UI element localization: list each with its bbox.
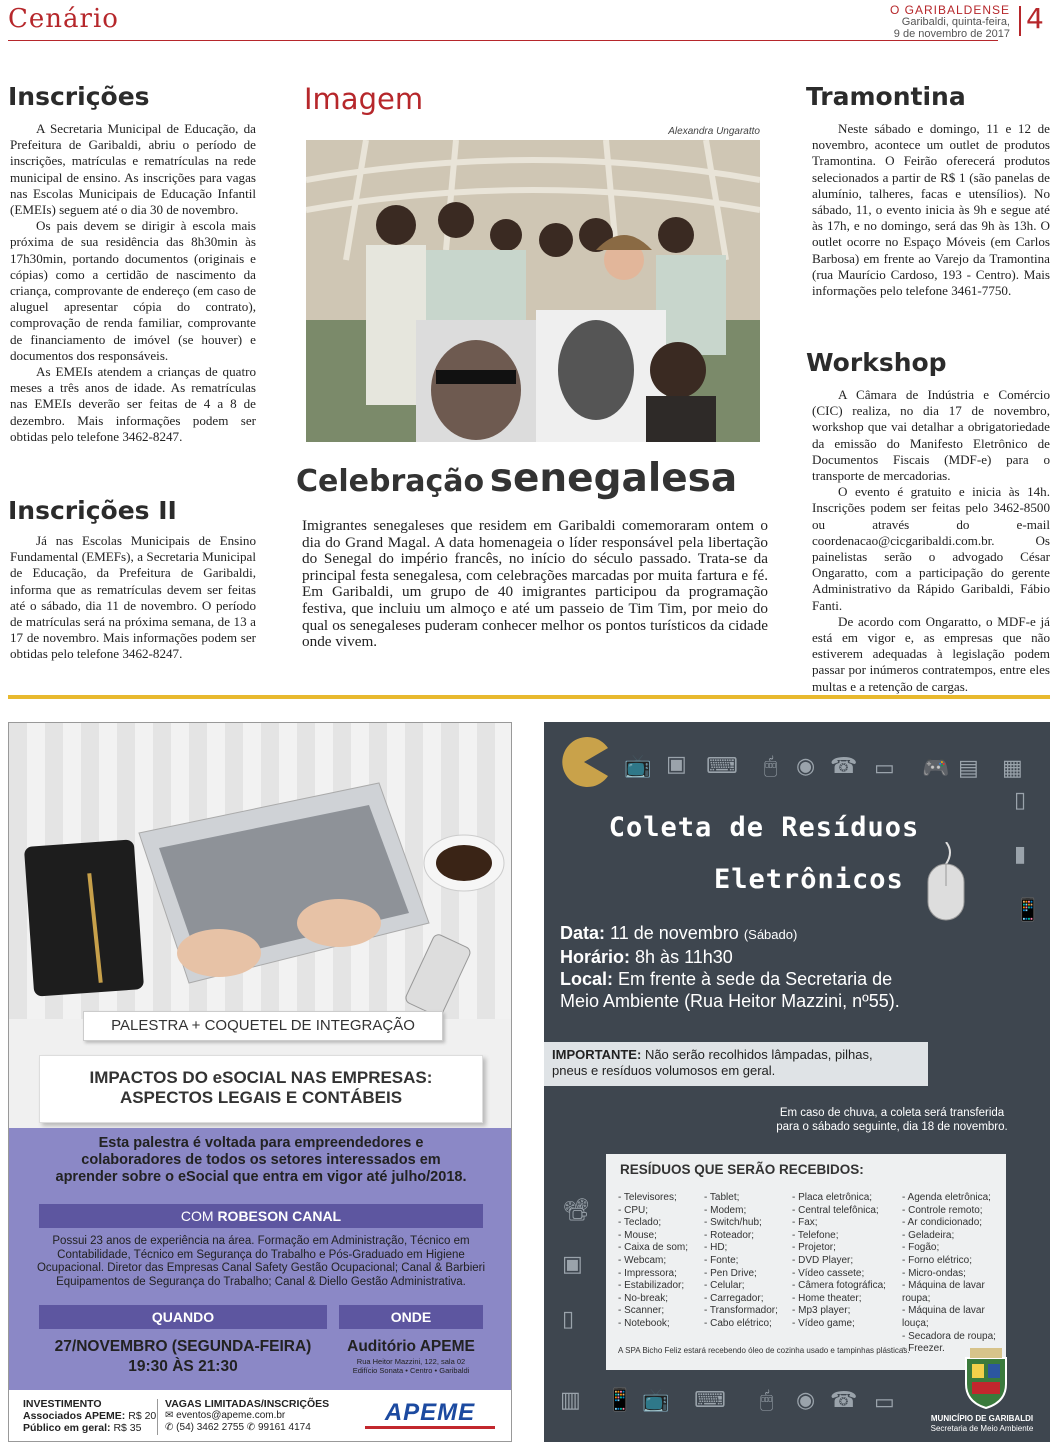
apeme-advertisement: [8, 722, 512, 1442]
price-members-label: Associados APEME:: [23, 1410, 126, 1422]
date-label: Data:: [560, 923, 606, 943]
waste-list-item: - Teclado;: [618, 1217, 662, 1229]
gamepad-icon: 🎮: [922, 756, 950, 781]
waste-list-item: - Home theater;: [792, 1292, 862, 1304]
kicker-imagem: Imagem: [304, 82, 424, 116]
telephone-icon: ☎: [830, 754, 858, 779]
important-text: Não serão recolhidos lâmpadas, pilhas,: [644, 1047, 873, 1062]
event-time-row: [560, 946, 1000, 968]
speaker-bar: [39, 1204, 483, 1228]
venue-address: Rua Heitor Mazzini, 122, sala 02: [356, 1357, 466, 1366]
speaker-bio-line: Ocupacional. Diretor das Empresas Canal Safety Gestão Ocupacional; Canal & Barbieri: [36, 1262, 486, 1274]
pacman-icon: [558, 736, 610, 788]
section-divider: [8, 695, 1050, 699]
air-conditioner-icon: ▭: [874, 1390, 895, 1415]
rain-notice-line: Em caso de chuva, a coleta será transferida: [779, 1107, 1005, 1119]
headline-part-2: senegalesa: [489, 456, 738, 501]
location-label: Local:: [560, 969, 614, 989]
waste-list-column-2: [704, 1192, 778, 1331]
price-public-label: Público em geral:: [23, 1422, 111, 1434]
waste-list-item: - Pen Drive;: [704, 1267, 757, 1279]
paragraph: Os pais devem se dirigir à escola mais próxima de sua residência das 8h30min às 17h30min, portando documentos (originais e cópias) como a certidão de nascimento da criança, comprovante de endereço (em caso de aluguel apresentar cópia do contrato), comprovação de renda familiar, comprovante de financiamento de imóvel (se houver) e documentos dos responsáveis.: [10, 218, 256, 363]
waste-list-item: - Caixa de som;: [618, 1242, 689, 1254]
garibaldi-coat-of-arms: [958, 1348, 1014, 1410]
laptop-photo: [9, 723, 512, 1023]
event-intro-line: Esta palestra é voltada para empreendedores e: [98, 1135, 424, 1151]
section-title: Cenário: [8, 4, 119, 34]
waste-list-item: - Telefone;: [792, 1229, 839, 1241]
important-text-2: pneus e resíduos volumosos em geral.: [552, 1063, 776, 1078]
waste-list-item: - Máquina de lavar louça;: [902, 1305, 985, 1329]
municipality-label: MUNICÍPIO DE GARIBALDI: [930, 1414, 1034, 1423]
keyboard-icon: ⌨: [706, 754, 738, 779]
paragraph: De acordo com Ongaratto, o MDF-e já está em vigor e, as empresas que não estiverem adequadas à legislação podem passar por inúmeros contratempos, entre eles multas e a retenção de cargas.: [812, 613, 1050, 694]
ad-title-line-1: Coleta de Resíduos: [608, 812, 920, 843]
article-body-imagem: Imigrantes senegaleses que residem em Garibaldi comemoraram ontem o dia do Grand Magal. A data homenageia o líder responsável pela libertação do Senegal do império francês, no início do século passado. Trata-se da principal festa senegalesa, com celebrações marcadas por muita fartura e fé. Em Garibaldi, um grupo de 40 imigrantes participou da programação festiva, que incluiu um almoço e até um passeio de Tim Tim, por meio do qual os senegaleses puderam conhecer melhor os pontos turísticos da cidade onde vivem.: [302, 517, 768, 651]
location-value: Em frente à sede da Secretaria de: [618, 969, 893, 989]
price-members-value: R$ 20: [128, 1410, 157, 1422]
paragraph: O evento é gratuito e inicia às 14h. Inscrições podem ser feitas pelo 3462-8500 ou através do e-mail coordenacao@cicgaribaldi.com.br. Os painelistas serão o advogado César Ongaratto, com a participação do gerente Administrativo da Rápido Garibaldi, Fábio Fanti.: [812, 484, 1050, 613]
price-public-value: R$ 35: [113, 1422, 142, 1434]
fridge-icon: ▯: [1014, 788, 1027, 813]
webcam-icon: ◉: [796, 754, 816, 779]
mouse-icon: 🖱: [760, 1388, 774, 1413]
rain-notice: [744, 1106, 1040, 1134]
header-dateline: [890, 4, 1010, 40]
venue-name: Auditório APEME: [347, 1338, 475, 1355]
paragraph: Já nas Escolas Municipais de Ensino Fundamental (EMEFs), a Secretaria Municipal de Educação, da Prefeitura de Garibaldi, informa que as rematrículas devem ser feitas até o sábado, dia 11 de novembro. O período de matrículas será na próxima semana, de 13 a 17 de novembro. Mais informações podem ser obtidas pelo telefone 3462-8247.: [10, 533, 256, 662]
waste-list-item: - Agenda eletrônica;: [902, 1192, 991, 1203]
waste-list-item: - Micro-ondas;: [902, 1267, 966, 1279]
stereo-icon: ▥: [560, 1388, 581, 1413]
investment-box: [23, 1398, 183, 1434]
cellphone-icon: 📱: [606, 1388, 634, 1413]
keyboard-icon: ⌨: [694, 1388, 726, 1413]
separator: [157, 1399, 158, 1435]
event-title-line-1: IMPACTOS DO eSOCIAL NAS EMPRESAS:: [89, 1068, 433, 1087]
date-value: 11 de novembro: [610, 923, 739, 943]
event-date: 27/NOVEMBRO (SEGUNDA-FEIRA): [54, 1338, 312, 1355]
vcr-icon: ▤: [958, 756, 979, 781]
waste-list-item: - Controle remoto;: [902, 1204, 983, 1216]
tv-icon: 📺: [624, 754, 652, 779]
page-number: 4: [1026, 2, 1044, 35]
waste-list-item: - Transformador;: [704, 1305, 778, 1317]
speaker-bio: [9, 1235, 512, 1289]
waste-list-item: - Estabilizador;: [618, 1280, 685, 1292]
important-notice: [544, 1042, 928, 1086]
tv-icon: 📺: [642, 1388, 670, 1413]
senegalese-group-photo: [306, 140, 760, 442]
event-when: [39, 1337, 327, 1377]
waste-list-item: - CPU;: [618, 1204, 648, 1216]
investment-label: INVESTIMENTO: [23, 1398, 102, 1410]
article-body-tramontina: [812, 121, 1050, 299]
event-time: 19:30 ÀS 21:30: [128, 1358, 238, 1375]
air-conditioner-icon: ▭: [874, 756, 895, 781]
waste-list-item: - Roteador;: [704, 1229, 755, 1241]
speaker-bio-line: Possui 23 anos de experiência na área. Formação em Administração, Técnico em: [52, 1235, 470, 1247]
price-public: [23, 1422, 183, 1434]
waste-list-item: - Modem;: [704, 1204, 747, 1216]
remote-icon: ▮: [1014, 842, 1027, 867]
waste-list-item: - Mp3 player;: [792, 1305, 851, 1317]
computer-mouse-icon: [924, 842, 968, 922]
photo-credit: Alexandra Ungaratto: [668, 126, 760, 137]
waste-list-item: - Scanner;: [618, 1305, 665, 1317]
waste-list-column-4: [902, 1192, 1006, 1356]
waste-list-item: - HD;: [704, 1242, 728, 1254]
article-title-tramontina: Tramontina: [806, 82, 966, 111]
location-value-2: Meio Ambiente (Rua Heitor Mazzini, nº55).: [560, 991, 900, 1011]
waste-list-item: - Televisores;: [618, 1192, 677, 1203]
article-title-inscricoes: Inscrições: [8, 82, 150, 111]
registration-email[interactable]: eventos@apeme.com.br: [176, 1410, 286, 1421]
event-intro-line: aprender sobre o eSocial que entra em vigor até julho/2018.: [55, 1169, 467, 1185]
price-members: [23, 1410, 183, 1422]
waste-list-item: - Placa eletrônica;: [792, 1192, 873, 1203]
paragraph: Neste sábado e domingo, 11 e 12 de novembro, acontece um outlet de produtos Tramontina. O Feirão oferecerá produtos selecionados a partir de R$ 1 (são panelas de alumínio, talheres, facas e utensílios). No sábado, 11, o evento inicia às 9h e segue até às 17h, e no domingo, será das 9h às 13h. O outlet ocorre no Espaço Móveis (em Carlos Barbosa) em frente ao Varejo da Tramontina (rua Maurício Cardoso, 193 - Centro). Mais informações pelo telefone 3461-7750.: [812, 121, 1050, 299]
oven-icon: ▣: [562, 1252, 583, 1277]
headline: [296, 455, 766, 510]
microwave-icon: ▦: [1002, 756, 1023, 781]
header-divider: [1019, 6, 1021, 36]
waste-list-item: - Fax;: [792, 1217, 818, 1229]
registration-label: VAGAS LIMITADAS/INSCRIÇÕES: [165, 1398, 330, 1410]
projector-icon: 📽: [562, 1198, 590, 1223]
speaker-name: ROBESON CANAL: [217, 1208, 342, 1224]
waste-list-title: RESÍDUOS QUE SERÃO RECEBIDOS:: [620, 1162, 864, 1177]
date-note: (Sábado): [743, 927, 798, 942]
phone-icon: ✆: [165, 1422, 174, 1433]
waste-list-item: - Tablet;: [704, 1192, 740, 1203]
waste-list-item: - Máquina de lavar roupa;: [902, 1280, 985, 1304]
photo-illustration: [306, 140, 760, 442]
article-body-workshop: [812, 387, 1050, 695]
waste-list-item: - Notebook;: [618, 1317, 670, 1329]
waste-list-item: - Webcam;: [618, 1254, 667, 1266]
event-title: [39, 1055, 483, 1123]
waste-list-column-3: [792, 1192, 886, 1331]
mouse-icon: 🖱: [764, 754, 778, 779]
paragraph: A Secretaria Municipal de Educação, da Prefeitura de Garibaldi, abriu o período de inscrições, matrículas e rematrículas na rede municipal de ensino. As inscrições para vagas nas Escolas Municipais de Educação Infantil (EMEIs) seguem até o dia 30 de novembro.: [10, 121, 256, 218]
event-details: [560, 922, 1000, 1012]
event-title-line-2: ASPECTOS LEGAIS E CONTÁBEIS: [119, 1088, 403, 1107]
headline-part-1: Celebração: [296, 464, 485, 499]
oil-notice: A SPA Bicho Feliz estará recebendo óleo de cozinha usado e tampinhas plásticas.: [618, 1346, 910, 1355]
waste-list-column-1: [618, 1192, 688, 1331]
registration-phones: (54) 3462 2755 ✆ 99161 4174: [176, 1422, 311, 1433]
time-label: Horário:: [560, 947, 631, 967]
waste-list-item: - Central telefônica;: [792, 1204, 879, 1216]
article-title-inscricoes-2: Inscrições II: [8, 496, 177, 525]
speaker-bio-line: Contabilidade, Técnico em Segurança do Trabalho e Pós-Graduado em Higiene: [57, 1248, 465, 1261]
waste-list-item: - Fogão;: [902, 1242, 940, 1254]
article-title-workshop: Workshop: [806, 348, 947, 377]
waste-list-item: - Mouse;: [618, 1229, 657, 1241]
webcam-icon: ◉: [796, 1388, 816, 1413]
waste-list-item: - Projetor;: [792, 1242, 836, 1254]
event-intro-line: colaboradores de todos os setores interessados em: [81, 1152, 441, 1168]
municipality-sub: Secretaria de Meio Ambiente: [930, 1424, 1034, 1433]
fridge-icon: ▯: [562, 1307, 575, 1332]
onde-bar: ONDE: [339, 1305, 483, 1329]
waste-list-item: - Vídeo cassete;: [792, 1267, 865, 1279]
waste-list-item: - Impressora;: [618, 1267, 677, 1279]
waste-list-item: - Ar condicionado;: [902, 1217, 983, 1229]
event-where: [335, 1337, 487, 1375]
waste-list-item: - Cabo elétrico;: [704, 1317, 772, 1329]
palestra-banner: PALESTRA + COQUETEL DE INTEGRAÇÃO: [83, 1011, 443, 1041]
com-label: COM: [180, 1208, 214, 1224]
waste-list-item: - Switch/hub;: [704, 1217, 762, 1229]
dateline-2: 9 de novembro de 2017: [893, 28, 1010, 40]
rain-notice-line: para o sábado seguinte, dia 18 de novembro.: [776, 1121, 1008, 1133]
waste-list-item: - Carregador;: [704, 1292, 764, 1304]
header-rule: [8, 40, 998, 41]
waste-list-item: - Celular;: [704, 1280, 745, 1292]
event-intro: [9, 1135, 512, 1186]
dateline-1: Garibaldi, quinta-feira,: [901, 16, 1010, 28]
residuos-advertisement: [544, 722, 1050, 1442]
time-value: 8h às 11h30: [635, 947, 733, 967]
apeme-logo: APEME: [365, 1399, 495, 1429]
important-label: IMPORTANTE:: [552, 1047, 642, 1062]
event-date-row: [560, 922, 1000, 946]
waste-list-item: - Câmera fotográfica;: [792, 1280, 886, 1292]
waste-list-box: [606, 1154, 1006, 1370]
venue-address: Edifício Sonata • Centro • Garibaldi: [352, 1366, 470, 1375]
cellphone-icon: 📱: [1014, 898, 1042, 923]
waste-list-item: - Vídeo game;: [792, 1317, 855, 1329]
ad-title-line-2: Eletrônicos: [714, 864, 904, 895]
email-icon: ✉: [165, 1410, 174, 1421]
waste-list-item: - DVD Player;: [792, 1254, 854, 1266]
event-location-row: [560, 968, 1000, 990]
old-tv-icon: ▣: [666, 752, 687, 777]
telephone-icon: ☎: [830, 1388, 858, 1413]
waste-list-item: - Geladeira;: [902, 1229, 955, 1241]
laptop-illustration: [9, 723, 512, 1023]
waste-list-item: - Forno elétrico;: [902, 1254, 973, 1266]
article-body-inscricoes: [10, 121, 256, 445]
waste-list-item: - Fonte;: [704, 1254, 739, 1266]
waste-list-item: - Secadora de roupa;: [902, 1330, 996, 1342]
speaker-bio-line: Equipamentos de Segurança do Trabalho; Canal & Diello Gestão Administrativa.: [56, 1275, 466, 1288]
waste-list-item: - Freezer.: [902, 1343, 945, 1355]
waste-list-item: - No-break;: [618, 1292, 669, 1304]
paragraph: A Câmara de Indústria e Comércio (CIC) realiza, no dia 17 de novembro, workshop que vai detalhar a obrigatoriedade da emissão do Manifesto Eletrônico de Documentos Fiscais (MDF-e) para o transporte de mercadorias.: [812, 387, 1050, 484]
registration-box: [165, 1398, 365, 1434]
paragraph: As EMEIs atendem a crianças de quatro meses a três anos de idade. As rematrículas nas EMEIs deverão ser feitas de 4 a 8 de dezembro. Mais informações podem ser obtidas pelo telefone 3462-8247.: [10, 364, 256, 444]
newspaper-name: O GARIBALDENSE: [889, 3, 1010, 17]
quando-bar: QUANDO: [39, 1305, 327, 1329]
article-body-inscricoes-2: [10, 533, 256, 663]
